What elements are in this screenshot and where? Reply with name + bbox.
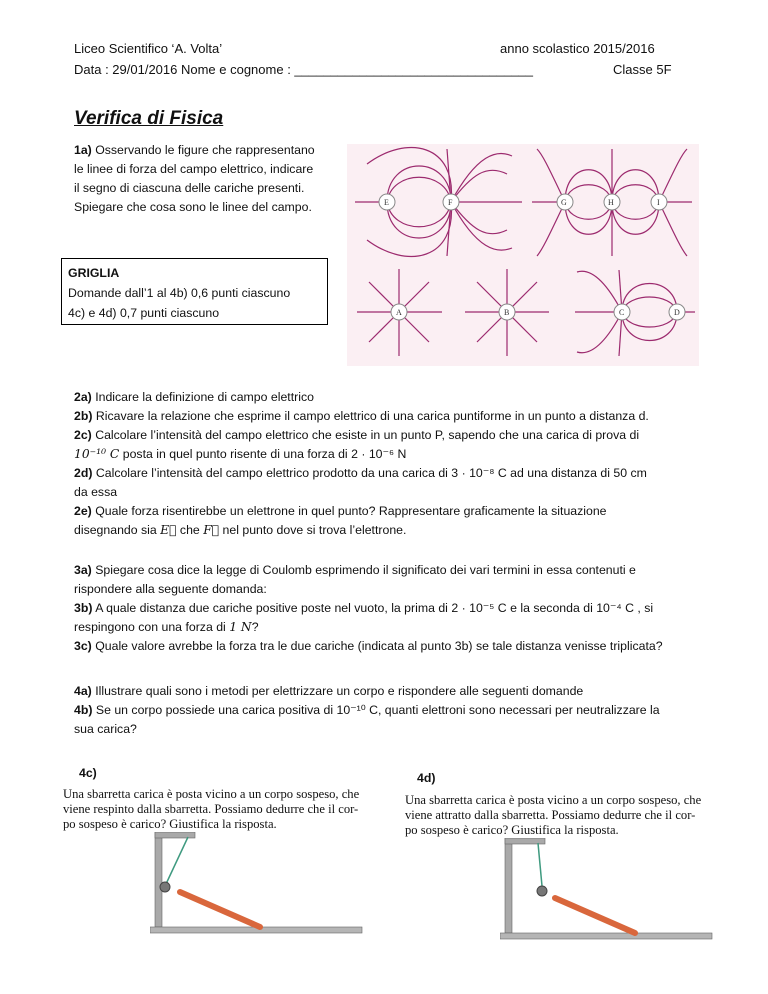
q4d-label: 4d) — [417, 771, 436, 785]
question-3a — [74, 561, 714, 580]
q2e-text: Quale forza risentirebbe un elettrone in quel punto? Rappresentare graficamente la situazione — [91, 504, 607, 518]
charged-rod — [555, 898, 635, 933]
q2c-charge: 10⁻¹⁰ C — [74, 447, 120, 461]
question-2d — [74, 464, 714, 483]
stand-arm — [505, 838, 545, 844]
label-d: D — [674, 308, 680, 317]
class-label: Classe 5F — [613, 62, 672, 77]
q2c-text: Calcolare l’intensità del campo elettrico che esiste in un punto P, sapendo che una carica di prova di — [91, 428, 640, 442]
stand-pole — [505, 838, 512, 933]
question-4 — [74, 682, 714, 739]
field-lines-figure — [347, 144, 699, 366]
question-3a-cont: rispondere alla seguente domanda: — [74, 582, 267, 596]
label-h: H — [608, 198, 614, 207]
q4a-label: 4a) — [74, 684, 92, 698]
stand-base — [500, 933, 712, 939]
question-2 — [74, 388, 714, 540]
q4c-line: viene respinto dalla sbarretta. Possiamo dedurre che il cor- — [63, 802, 359, 816]
q4c-line: Una sbarretta carica è posta vicino a un corpo sospeso, che — [63, 787, 360, 801]
question-2c-cont — [74, 445, 714, 464]
label-f: F — [448, 198, 453, 207]
q4c-line: po sospeso è carico? Giustifica la risposta. — [63, 817, 277, 831]
q3b-text: A quale distanza due cariche positive poste nel vuoto, la prima di 2 · 10⁻⁵ C e la seconda di 10⁻⁴ C , si — [92, 601, 654, 615]
suspended-ball — [537, 886, 547, 896]
page-title: Verifica di Fisica — [74, 108, 224, 129]
question-2d-cont: da essa — [74, 485, 118, 499]
grading-title: GRIGLIA — [68, 266, 120, 280]
q3b-label: 3b) — [74, 601, 93, 615]
q2c-label: 2c) — [74, 428, 92, 442]
q4b-label: 4b) — [74, 703, 93, 717]
stand-arm — [155, 832, 195, 838]
q4d-text — [405, 793, 725, 838]
charged-rod — [180, 892, 260, 927]
q1-line: le linee di forza del campo elettrico, indicare — [74, 162, 314, 176]
date-name-line: Data : 29/01/2016 Nome e cognome : _________________________________ — [74, 62, 534, 77]
q2e-text2b: che — [176, 523, 204, 537]
q2c-text2: posta in quel punto risente di una forza di 2 · 10⁻⁶ N — [119, 447, 407, 461]
question-3 — [74, 561, 714, 656]
q2e-text2c: nel punto dove si trova l’elettrone. — [219, 523, 407, 537]
q4a-text: Illustrare quali sono i metodi per elettrizzare un corpo e rispondere alle seguenti domande — [91, 684, 584, 698]
q3a-label: 3a) — [74, 563, 92, 577]
school-name: Liceo Scientifico ‘A. Volta’ — [74, 41, 223, 56]
q2a-label: 2a) — [74, 390, 92, 404]
question-4a — [74, 682, 714, 701]
q2d-label: 2d) — [74, 466, 93, 480]
suspended-body-figure-4c — [150, 832, 365, 937]
question-2a — [74, 388, 714, 407]
q2a-text: Indicare la definizione di campo elettrico — [91, 390, 314, 404]
q3c-text: Quale valore avrebbe la forza tra le due cariche (indicata al punto 3b) se tale distanza venisse triplicata? — [91, 639, 663, 653]
q2b-label: 2b) — [74, 409, 93, 423]
q1-line: Osservando le figure che rappresentano — [91, 143, 315, 157]
question-3b — [74, 599, 714, 618]
question-4b — [74, 701, 714, 720]
suspended-ball — [160, 882, 170, 892]
question-3c — [74, 637, 714, 656]
school-year: anno scolastico 2015/2016 — [500, 41, 655, 56]
grading-line-1: Domande dall’1 al 4b) 0,6 punti ciascuno — [68, 286, 291, 300]
grading-box — [61, 258, 328, 325]
vector-f: F⃗ — [203, 523, 220, 537]
q2e-text2a: disegnando sia — [74, 523, 161, 537]
q2b-text: Ricavare la relazione che esprime il campo elettrico di una carica puntiforme in un punto a distanza d. — [92, 409, 649, 423]
q1-label: 1a) — [74, 143, 92, 157]
label-i: I — [657, 198, 660, 207]
label-e: E — [384, 198, 389, 207]
vector-e: E⃗ — [160, 523, 177, 537]
label-b: B — [504, 308, 510, 317]
question-3b-cont — [74, 618, 714, 637]
q4c-label: 4c) — [79, 766, 97, 780]
thread — [166, 837, 188, 884]
q2d-text: Calcolare l’intensità del campo elettrico prodotto da una carica di 3 · 10⁻⁸ C ad una distanza di 50 cm — [92, 466, 647, 480]
question-2b — [74, 407, 714, 426]
q3b-text2a: respingono con una forza di — [74, 620, 230, 634]
q4d-line: po sospeso è carico? Giustifica la risposta. — [405, 823, 619, 837]
q2e-label: 2e) — [74, 504, 92, 518]
q3a-text: Spiegare cosa dice la legge di Coulomb esprimendo il significato dei vari termini in essa contenuti e — [91, 563, 636, 577]
q3c-label: 3c) — [74, 639, 92, 653]
thread — [538, 843, 542, 886]
label-c: C — [619, 308, 625, 317]
q3b-force: 1 N — [229, 620, 252, 634]
question-2c — [74, 426, 714, 445]
q1-line: Spiegare che cosa sono le linee del campo. — [74, 200, 312, 214]
q1-line: il segno di ciascuna delle cariche presenti. — [74, 181, 305, 195]
label-g: G — [561, 198, 567, 207]
stand-pole — [155, 832, 162, 927]
q3b-text2b: ? — [251, 620, 259, 634]
q4d-line: Una sbarretta carica è posta vicino a un corpo sospeso, che — [405, 793, 702, 807]
q4d-line: viene attratto dalla sbarretta. Possiamo dedurre che il cor- — [405, 808, 696, 822]
question-4b-cont: sua carica? — [74, 722, 137, 736]
question-2e — [74, 502, 714, 521]
grading-line-2: 4c) e 4d) 0,7 punti ciascuno — [68, 306, 220, 320]
suspended-body-figure-4d — [500, 838, 715, 943]
q4b-text: Se un corpo possiede una carica positiva di 10⁻¹⁰ C, quanti elettroni sono necessari per neutralizzare la — [92, 703, 660, 717]
q4c-text — [63, 787, 383, 832]
question-2e-cont — [74, 521, 714, 540]
label-a: A — [396, 308, 402, 317]
question-1a — [74, 141, 344, 217]
